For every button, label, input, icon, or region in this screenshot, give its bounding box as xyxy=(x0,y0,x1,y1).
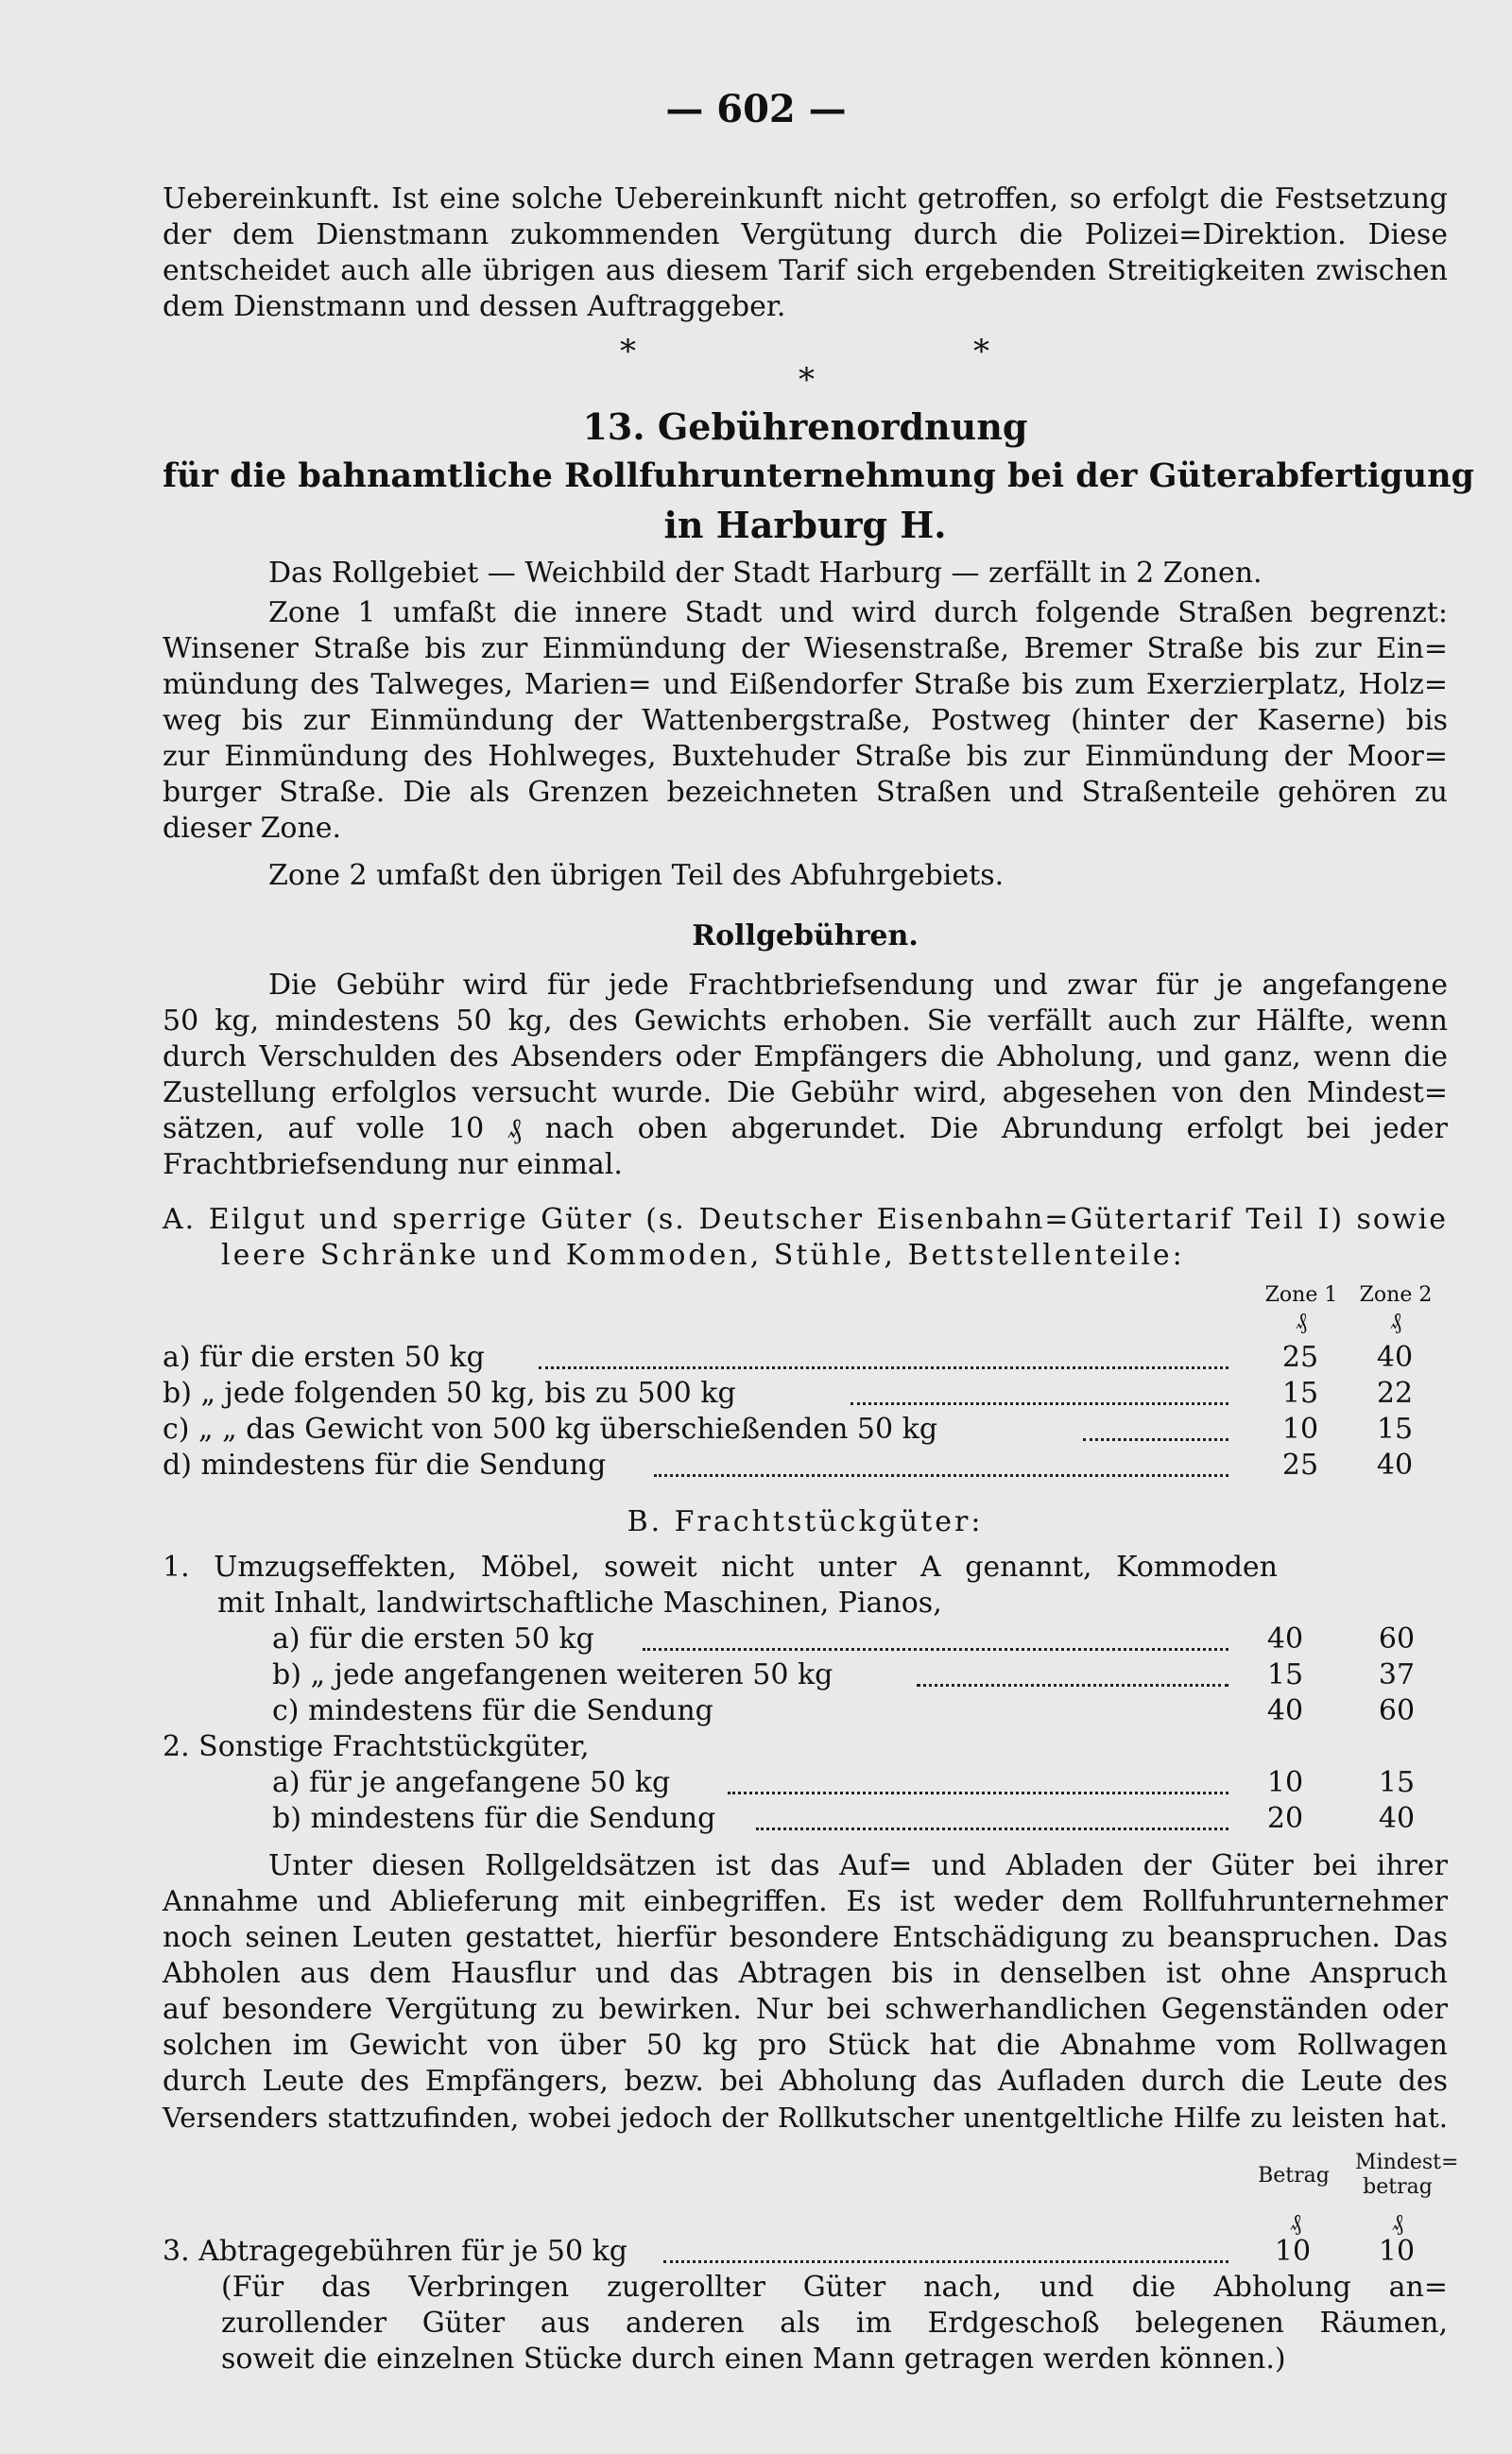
dot-leader xyxy=(539,1366,1228,1369)
intro-line: dem Dienstmann und dessen Auftraggeber. xyxy=(163,290,786,323)
row-label: b) mindestens für die Sendung xyxy=(272,1802,716,1835)
value-zone1: 10 xyxy=(1281,1413,1319,1446)
closing-line: durch Leute des Empfängers, bezw. bei Abholung das Aufladen durch die Leute des xyxy=(163,2065,1448,2098)
unit-label: ₰ xyxy=(1390,1308,1401,1334)
value-zone1: 40 xyxy=(1266,1622,1304,1656)
row-label: b) „ jede folgenden 50 kg, bis zu 500 kg xyxy=(163,1377,736,1410)
value-zone2: 40 xyxy=(1376,1449,1414,1482)
row-label: c) „ „ das Gewicht von 500 kg überschießenden 50 kg xyxy=(163,1413,938,1446)
dot-leader xyxy=(728,1792,1228,1794)
rollgebuehren-line: sätzen, auf volle 10 ₰ nach oben abgerundet. Die Abrundung erfolgt bei jeder xyxy=(163,1112,1448,1145)
value-zone1: 10 xyxy=(1266,1766,1304,1799)
dot-leader xyxy=(654,1474,1228,1477)
dot-leader xyxy=(1083,1438,1228,1441)
rollgebuehren-line: durch Verschulden des Absenders oder Empfängers die Abholung, und ganz, wenn die xyxy=(163,1040,1448,1073)
closing-line: Annahme und Ablieferung mit einbegriffen. Es ist weder dem Rollfuhrunternehmer xyxy=(163,1885,1448,1918)
column-head-mindestbetrag: betrag xyxy=(1363,2175,1433,2199)
value-mindestbetrag: 10 xyxy=(1378,2235,1416,2268)
b2-line: 2. Sonstige Frachtstückgüter, xyxy=(163,1730,590,1763)
b1-line: mit Inhalt, landwirtschaftliche Maschinen, Pianos, xyxy=(217,1587,942,1620)
dot-leader xyxy=(917,1684,1228,1687)
value-zone2: 60 xyxy=(1378,1622,1416,1656)
rollgebuehren-line: Die Gebühr wird für jede Frachtbriefsendung und zwar für je angefangene xyxy=(268,969,1448,1002)
closing-line: auf besondere Vergütung zu bewirken. Nur bei schwerhandlichen Gegenständen oder xyxy=(163,1993,1448,2026)
dot-leader xyxy=(663,2260,1228,2263)
column-head-zone2: Zone 2 xyxy=(1359,1283,1433,1307)
unit-label: ₰ xyxy=(1296,1308,1307,1334)
row-label: d) mindestens für die Sendung xyxy=(163,1449,607,1482)
value-zone1: 15 xyxy=(1281,1377,1319,1410)
zone2-line: Zone 2 umfaßt den übrigen Teil des Abfuhrgebiets. xyxy=(268,859,1005,892)
unit-label: ₰ xyxy=(1290,2209,1301,2236)
dot-leader xyxy=(850,1402,1228,1405)
intro-line: Uebereinkunft. Ist eine solche Uebereinkunft nicht getroffen, so erfolgt die Festsetzung xyxy=(163,182,1448,215)
section-b-heading: B. Frachtstückgüter: xyxy=(627,1505,984,1538)
section-heading: für die bahnamtliche Rollfuhrunternehmung bei der Güterabfertigung xyxy=(163,456,1475,495)
row-label: c) mindestens für die Sendung xyxy=(272,1694,713,1727)
rollgebuehren-line: Zustellung erfolglos versucht wurde. Die Gebühr wird, abgesehen von den Mindest= xyxy=(163,1076,1448,1109)
note-line: soweit die einzelnen Stücke durch einen Mann getragen werden können.) xyxy=(221,2342,1286,2376)
row-label: a) für die ersten 50 kg xyxy=(272,1622,594,1656)
rollgebuehren-line: 50 kg, mindestens 50 kg, des Gewichts erhoben. Sie verfällt auch zur Hälfte, wenn xyxy=(163,1004,1448,1038)
rollgebuehren-line: Frachtbriefsendung nur einmal. xyxy=(163,1148,623,1181)
note-line: (Für das Verbringen zugerollter Güter nach, und die Abholung an= xyxy=(221,2271,1448,2304)
value-zone2: 22 xyxy=(1376,1377,1414,1410)
value-zone2: 60 xyxy=(1378,1694,1416,1727)
intro-line: entscheidet auch alle übrigen aus diesem Tarif sich ergebenden Streitigkeiten zwischen xyxy=(163,254,1448,287)
unit-label: ₰ xyxy=(1392,2209,1403,2236)
value-zone2: 37 xyxy=(1378,1658,1416,1691)
column-head-betrag: Betrag xyxy=(1258,2164,1330,2188)
value-zone2: 40 xyxy=(1378,1802,1416,1835)
value-zone1: 40 xyxy=(1266,1694,1304,1727)
zone1-line: dieser Zone. xyxy=(163,812,342,845)
value-zone1: 15 xyxy=(1266,1658,1304,1691)
column-head-zone1: Zone 1 xyxy=(1264,1283,1338,1307)
intro-line: der dem Dienstmann zukommenden Vergütung durch die Polizei=Direktion. Diese xyxy=(163,218,1448,251)
closing-line: Abholen aus dem Hausflur und das Abtragen bis in denselben ist ohne Anspruch xyxy=(163,1957,1448,1990)
closing-line: noch seinen Leuten gestattet, hierfür besondere Entschädigung zu beanspruchen. Das xyxy=(163,1921,1448,1954)
b1-line: 1. Umzugseffekten, Möbel, soweit nicht unter A genannt, Kommoden xyxy=(163,1551,1278,1584)
zones-intro: Das Rollgebiet — Weichbild der Stadt Harburg — zerfällt in 2 Zonen. xyxy=(268,557,1263,590)
value-zone1: 20 xyxy=(1266,1802,1304,1835)
section-a-heading: A. Eilgut und sperrige Güter (s. Deutscher Eisenbahn=Gütertarif Teil I) sowie xyxy=(163,1203,1448,1236)
row-label: a) für je angefangene 50 kg xyxy=(272,1766,671,1799)
zone1-line: Winsener Straße bis zur Einmündung der Wiesenstraße, Bremer Straße bis zur Ein= xyxy=(163,632,1448,665)
value-betrag: 10 xyxy=(1274,2235,1312,2268)
zone1-line: zur Einmündung des Hohlweges, Buxtehuder Straße bis zur Einmündung der Moor= xyxy=(163,740,1448,773)
rollgebuehren-title: Rollgebühren. xyxy=(692,919,919,952)
value-zone1: 25 xyxy=(1281,1341,1319,1374)
note-line: zurollender Güter aus anderen als im Erdgeschoß belegenen Räumen, xyxy=(221,2307,1448,2340)
column-head-mindestbetrag: Mindest= xyxy=(1355,2151,1459,2174)
dot-leader xyxy=(643,1648,1228,1651)
separator-star: * xyxy=(799,361,815,399)
dot-leader xyxy=(756,1828,1228,1830)
row-label: a) für die ersten 50 kg xyxy=(163,1341,485,1374)
row-label: 3. Abtragegebühren für je 50 kg xyxy=(163,2235,628,2268)
value-zone2: 40 xyxy=(1376,1341,1414,1374)
zone1-line: burger Straße. Die als Grenzen bezeichneten Straßen und Straßenteile gehören zu xyxy=(163,776,1448,809)
zone1-line: mündung des Talweges, Marien= und Eißendorfer Straße bis zum Exerzierplatz, Holz= xyxy=(163,668,1448,701)
value-zone2: 15 xyxy=(1376,1413,1414,1446)
closing-line: Unter diesen Rollgeldsätzen ist das Auf= und Abladen der Güter bei ihrer xyxy=(268,1849,1448,1882)
page-number: — 602 — xyxy=(665,87,847,131)
row-label: b) „ jede angefangenen weiteren 50 kg xyxy=(272,1658,833,1691)
separator-star: * xyxy=(620,333,636,370)
zone1-line: Zone 1 umfaßt die innere Stadt und wird durch folgende Straßen begrenzt: xyxy=(268,596,1448,629)
closing-line: solchen im Gewicht von über 50 kg pro Stück hat die Abnahme vom Rollwagen xyxy=(163,2029,1448,2062)
value-zone2: 15 xyxy=(1378,1766,1416,1799)
section-a-heading: leere Schränke und Kommoden, Stühle, Bettstellenteile: xyxy=(221,1239,1185,1272)
section-heading: in Harburg H. xyxy=(663,504,947,546)
separator-star: * xyxy=(973,333,989,370)
section-heading: 13. Gebührenordnung xyxy=(582,405,1028,448)
zone1-line: weg bis zur Einmündung der Wattenbergstraße, Postweg (hinter der Kaserne) bis xyxy=(163,704,1448,737)
closing-line: Versenders stattzufinden, wobei jedoch der Rollkutscher unentgeltliche Hilfe zu leisten hat. xyxy=(163,2102,1448,2134)
value-zone1: 25 xyxy=(1281,1449,1319,1482)
